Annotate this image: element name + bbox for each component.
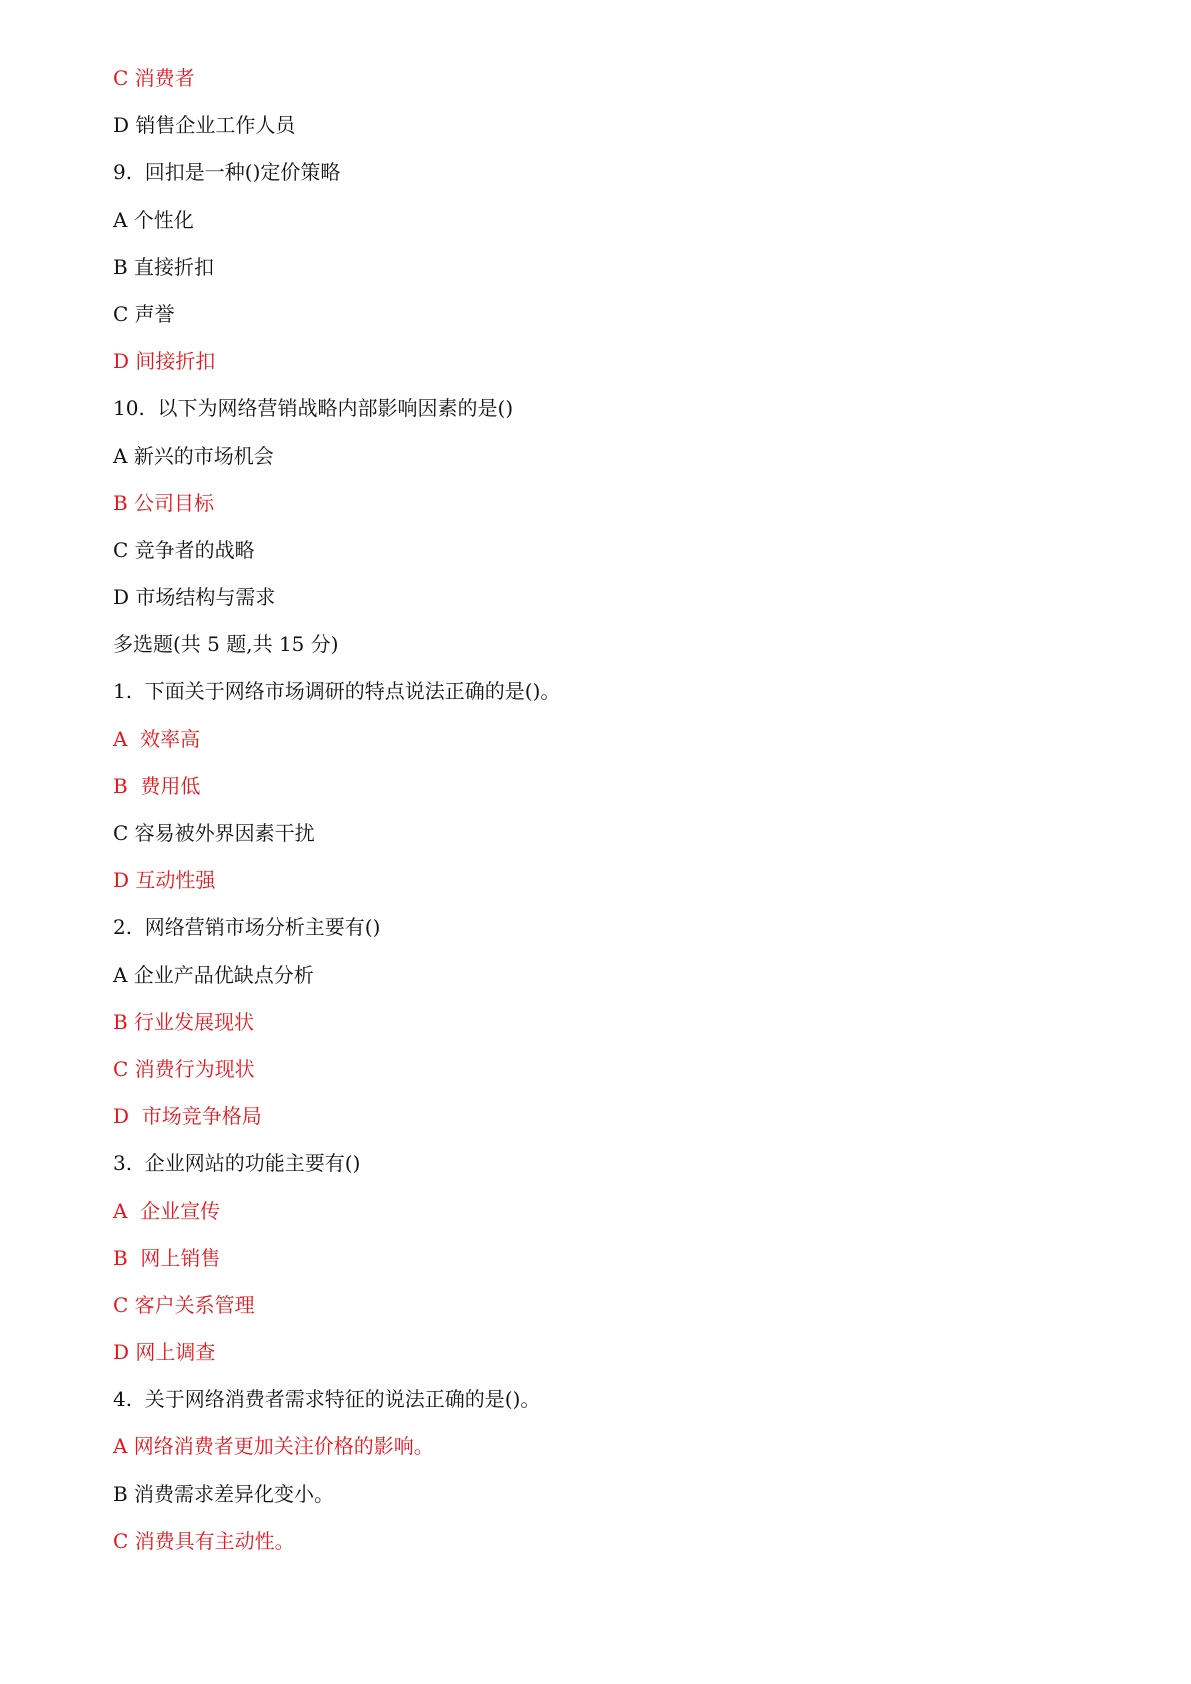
question-line: 10. 以下为网络营销战略内部影响因素的是() <box>113 396 514 421</box>
option-line: A 企业产品优缺点分析 <box>113 962 314 987</box>
correct-option-line: B 网上销售 <box>113 1245 221 1270</box>
option-line: C 容易被外界因素干扰 <box>113 821 315 845</box>
correct-option-line: C 消费行为现状 <box>113 1056 255 1081</box>
option-line: D 销售企业工作人员 <box>113 113 296 138</box>
question-list <box>113 60 560 1570</box>
correct-option-line: D 互动性强 <box>113 868 216 893</box>
correct-option-line: D 市场竞争格局 <box>113 1104 262 1129</box>
option-line: A 新兴的市场机会 <box>113 443 274 468</box>
correct-option-line: B 行业发展现状 <box>113 1009 255 1034</box>
section-heading: 多选题(共 5 题,共 15 分) <box>113 632 339 657</box>
option-line: D 市场结构与需求 <box>113 585 276 610</box>
question-line: 2. 网络营销市场分析主要有() <box>113 915 381 940</box>
correct-option-line: D 网上调查 <box>113 1340 216 1365</box>
option-line: C 竞争者的战略 <box>113 537 255 562</box>
option-line: B 直接折扣 <box>113 254 215 279</box>
correct-option-line: A 网络消费者更加关注价格的影响。 <box>113 1434 434 1459</box>
correct-option-line: B 公司目标 <box>113 490 215 515</box>
question-line: 3. 企业网站的功能主要有() <box>113 1151 361 1176</box>
question-line: 4. 关于网络消费者需求特征的说法正确的是()。 <box>113 1387 541 1412</box>
question-line: 9. 回扣是一种()定价策略 <box>113 160 341 185</box>
question-line: 1. 下面关于网络市场调研的特点说法正确的是()。 <box>113 679 561 704</box>
correct-option-line: B 费用低 <box>113 773 201 798</box>
option-line: C 声誉 <box>113 301 175 326</box>
correct-option-line: D 间接折扣 <box>113 349 216 374</box>
correct-option-line: A 效率高 <box>113 726 201 751</box>
correct-option-line: C 客户关系管理 <box>113 1292 255 1317</box>
correct-option-line: C 消费者 <box>113 66 195 90</box>
option-line: B 消费需求差异化变小。 <box>113 1481 335 1506</box>
correct-option-line: C 消费具有主动性。 <box>113 1528 295 1553</box>
correct-option-line: A 企业宣传 <box>113 1198 221 1223</box>
option-line: A 个性化 <box>113 207 194 232</box>
